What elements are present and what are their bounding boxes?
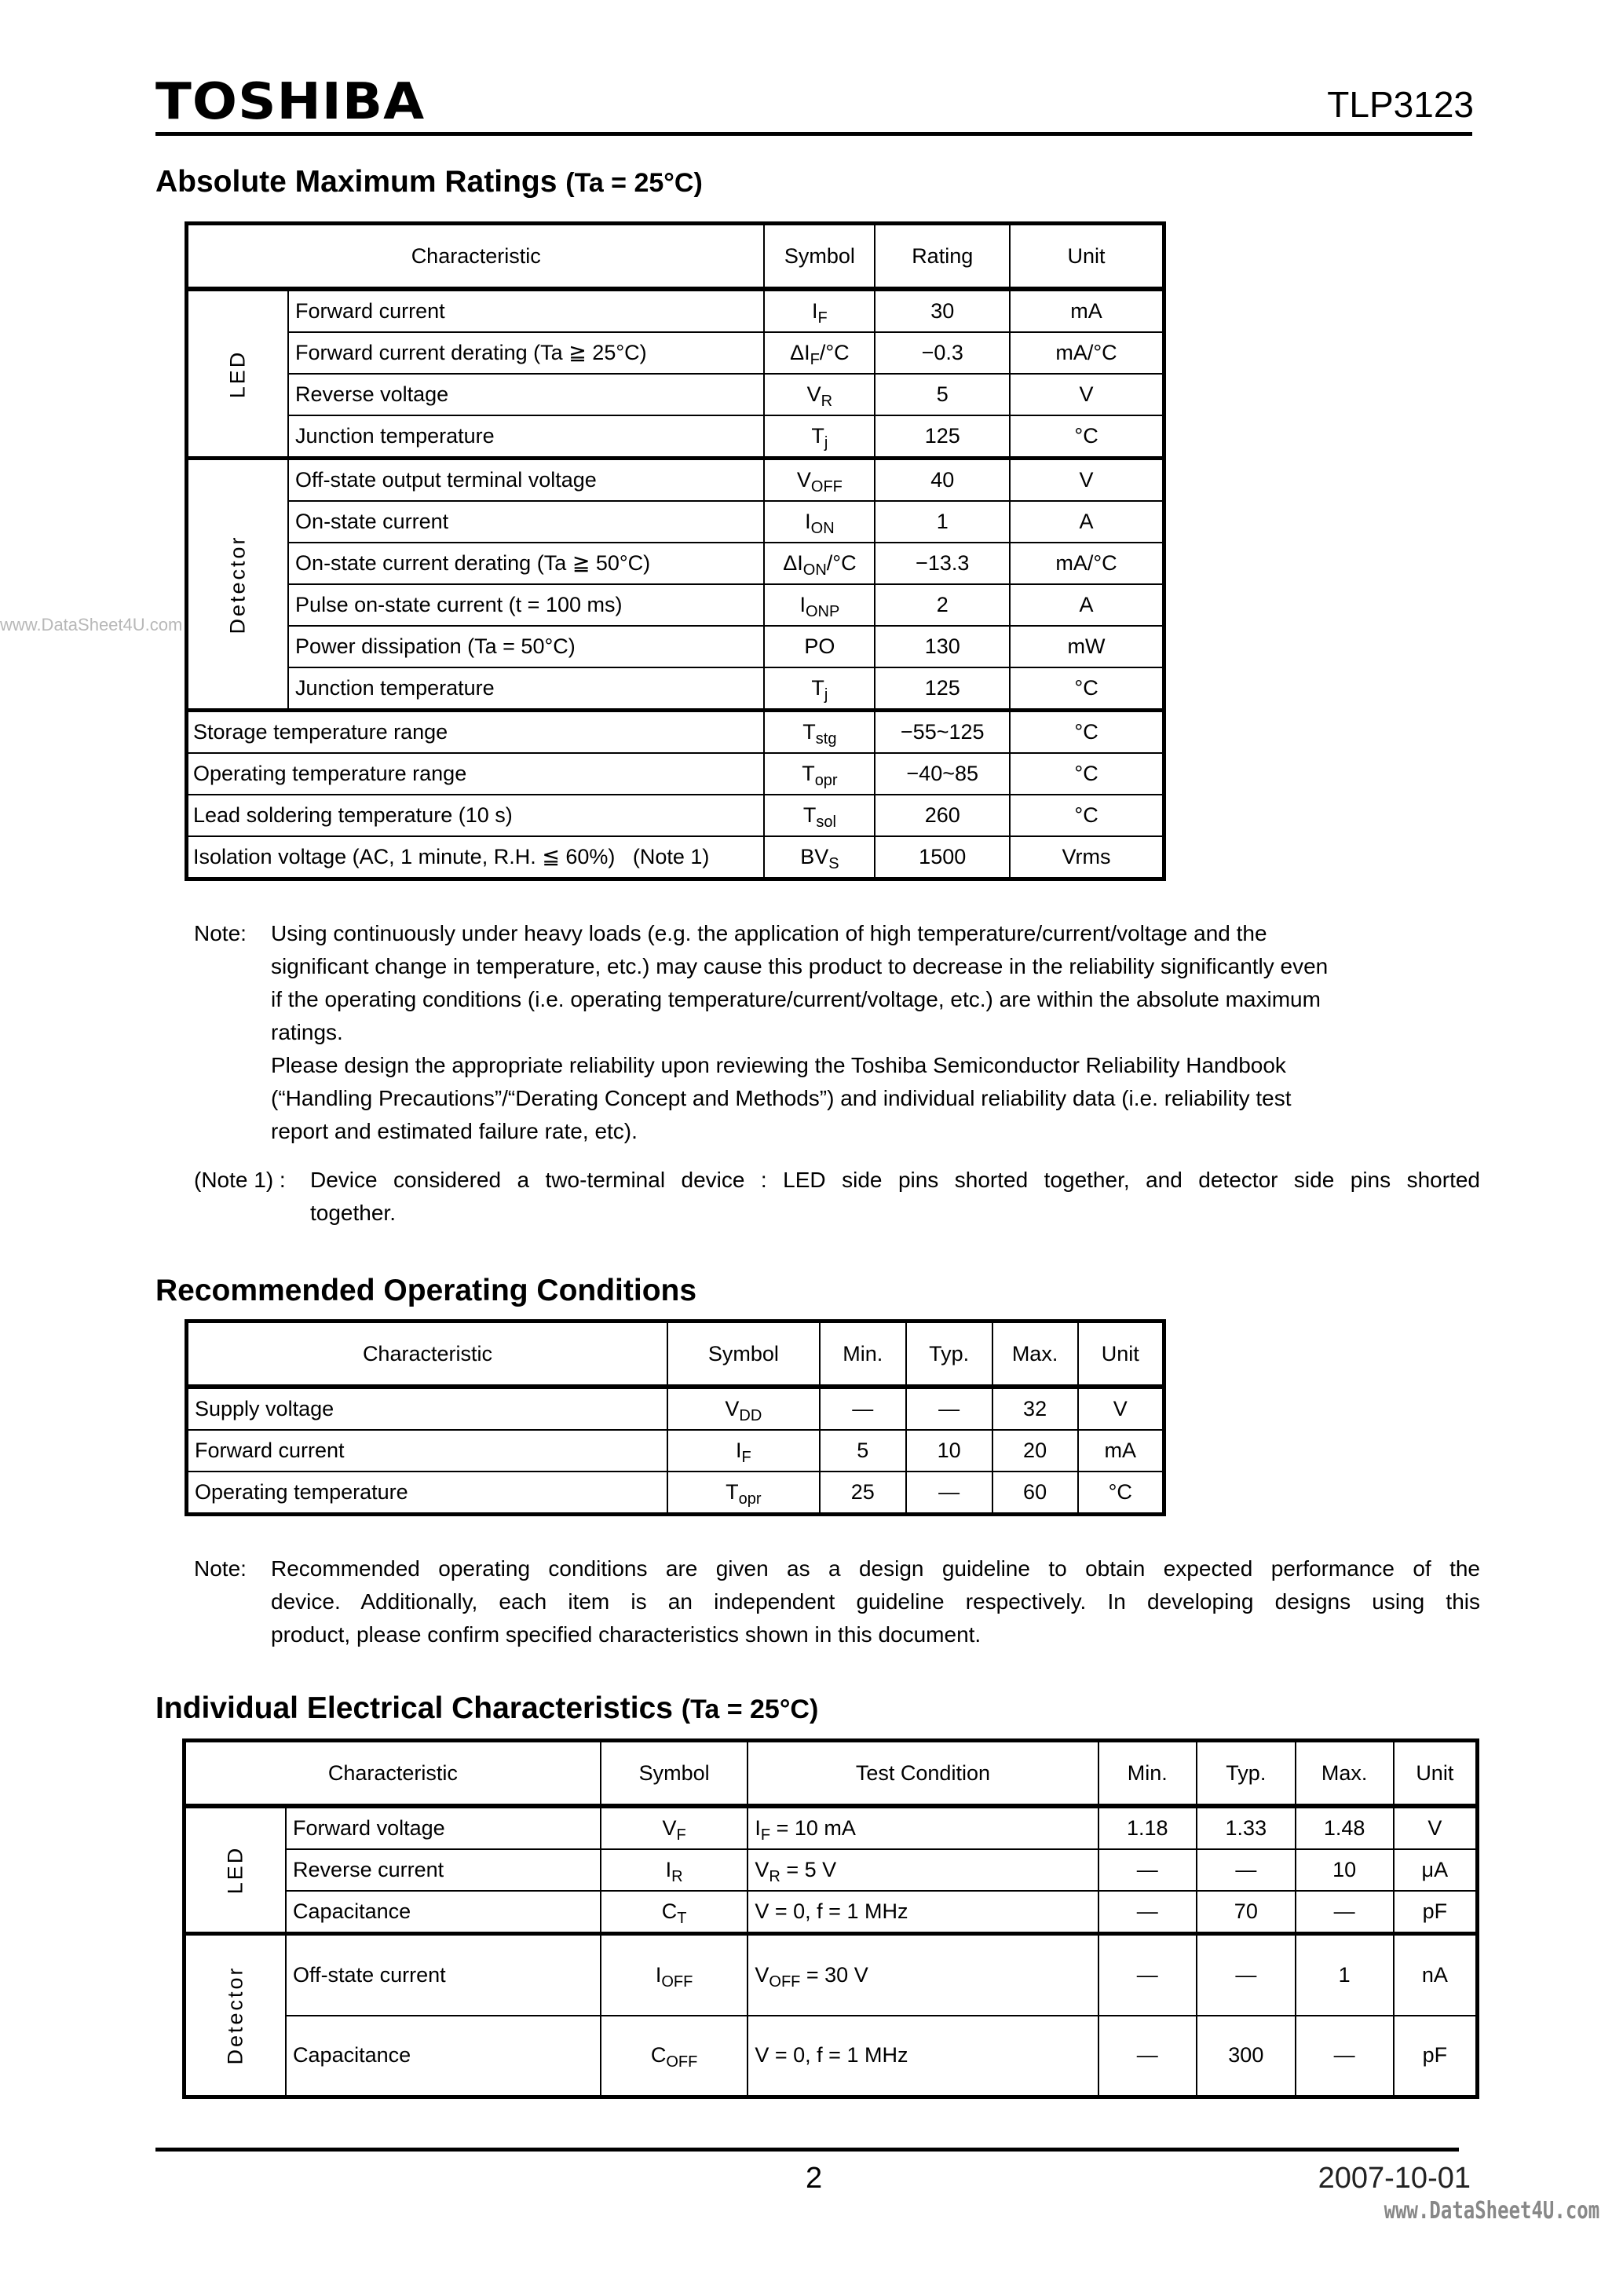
- table-row: [187, 584, 1164, 626]
- symbol-cell: [764, 584, 875, 626]
- symbol-suffix: /°C: [826, 551, 857, 575]
- symbol-base: C: [650, 2043, 667, 2067]
- col-header: Typ.: [1197, 1741, 1296, 1807]
- symbol-cell: [764, 543, 875, 584]
- condition-value: = 5 V: [780, 1858, 837, 1881]
- symbol-subscript: F: [817, 309, 828, 327]
- characteristic-cell: Operating temperature: [187, 1472, 667, 1515]
- note-text: [271, 1552, 1480, 1651]
- typ-cell: 10: [906, 1430, 992, 1472]
- col-header: Test Condition: [748, 1741, 1098, 1807]
- max-cell: 10: [1296, 1849, 1394, 1891]
- table-row: [187, 711, 1164, 754]
- section-title-absolute-max: [155, 166, 703, 197]
- characteristic-cell: Capacitance: [286, 2016, 601, 2097]
- typ-cell: —: [906, 1387, 992, 1430]
- unit-cell: V: [1010, 374, 1164, 415]
- rating-cell: −55~125: [875, 711, 1010, 754]
- test-condition-cell: [748, 2016, 1098, 2097]
- rating-cell: 5: [875, 374, 1010, 415]
- part-number: TLP3123: [1327, 84, 1474, 125]
- symbol-cell: [764, 711, 875, 754]
- unit-cell: mA: [1078, 1430, 1164, 1472]
- characteristic-cell: Forward current: [187, 1430, 667, 1472]
- table-row: [187, 501, 1164, 543]
- condition-value: = 10 mA: [770, 1816, 856, 1840]
- table-row: [187, 836, 1164, 879]
- condition-base: I: [755, 1816, 761, 1840]
- min-cell: —: [1098, 1849, 1197, 1891]
- col-header: Unit: [1010, 224, 1164, 290]
- characteristic-cell: Power dissipation (Ta = 50°C): [288, 626, 764, 667]
- unit-cell: nA: [1394, 1934, 1478, 2016]
- min-cell: —: [1098, 1934, 1197, 2016]
- unit-cell: mA/°C: [1010, 543, 1164, 584]
- col-header: Unit: [1078, 1322, 1164, 1387]
- col-header: Min.: [1098, 1741, 1197, 1807]
- symbol-base: V: [725, 1397, 740, 1420]
- typ-cell: 1.33: [1197, 1806, 1296, 1849]
- characteristic-cell: Forward current derating (Ta ≧ 25°C): [288, 332, 764, 374]
- unit-cell: mA/°C: [1010, 332, 1164, 374]
- rating-cell: 40: [875, 459, 1010, 502]
- note-text: [271, 917, 1480, 1148]
- condition-subscript: F: [760, 1826, 771, 1844]
- symbol-subscript: F: [676, 1826, 686, 1844]
- rating-cell: 2: [875, 584, 1010, 626]
- characteristic-cell: Supply voltage: [187, 1387, 667, 1430]
- table-header-row: [185, 1741, 1478, 1807]
- characteristic-cell: Forward voltage: [286, 1806, 601, 1849]
- typ-cell: —: [1197, 1849, 1296, 1891]
- table-row: [187, 667, 1164, 711]
- rec-op-note: [194, 1552, 1482, 1654]
- symbol-base: T: [811, 676, 824, 700]
- note1-label: (Note 1) :: [194, 1168, 286, 1192]
- col-header: Min.: [820, 1322, 906, 1387]
- characteristic-cell: Forward current: [288, 289, 764, 332]
- section-title-recommended: Recommended Operating Conditions: [155, 1274, 697, 1307]
- characteristic-cell: Junction temperature: [288, 667, 764, 711]
- note-label: Note:: [194, 921, 247, 945]
- min-cell: —: [1098, 2016, 1197, 2097]
- unit-cell: °C: [1010, 667, 1164, 711]
- group-label-cell: [185, 1934, 287, 2097]
- note-line: product, please confirm specified characteristics shown in this document.: [271, 1622, 981, 1647]
- symbol-base: V: [806, 382, 821, 406]
- symbol-subscript: j: [824, 686, 828, 704]
- col-header: Symbol: [764, 224, 875, 290]
- symbol-cell: [667, 1430, 820, 1472]
- symbol-base: I: [812, 299, 818, 323]
- table-row: [185, 1934, 1478, 2016]
- symbol-subscript: sol: [816, 813, 836, 831]
- min-cell: 5: [820, 1430, 906, 1472]
- symbol-cell: [764, 332, 875, 374]
- condition-subscript: OFF: [769, 1972, 801, 1991]
- watermark-left: www.DataSheet4U.com: [0, 615, 183, 634]
- col-header: Symbol: [601, 1741, 748, 1807]
- footer-rule: [155, 2148, 1459, 2152]
- symbol-subscript: DD: [739, 1407, 762, 1424]
- symbol-cell: [601, 1934, 748, 2016]
- note-line: report and estimated failure rate, etc).: [271, 1119, 638, 1143]
- recommended-conditions-table: [185, 1319, 1166, 1516]
- absolute-max-table: [185, 221, 1166, 881]
- electrical-characteristics-table: [182, 1738, 1479, 2099]
- condition-subscript: R: [769, 1868, 780, 1885]
- min-cell: 1.18: [1098, 1806, 1197, 1849]
- symbol-base: T: [811, 424, 824, 448]
- note-line: together.: [310, 1201, 396, 1225]
- symbol-subscript: OFF: [810, 478, 843, 495]
- characteristic-cell: Storage temperature range: [187, 711, 765, 754]
- abs-max-note: [194, 917, 1482, 1164]
- symbol-subscript: j: [824, 434, 828, 452]
- symbol-cell: [667, 1387, 820, 1430]
- test-condition-cell: [748, 1806, 1098, 1849]
- condition-base: V = 0, f = 1 MHz: [755, 2043, 908, 2067]
- symbol-base: I: [735, 1439, 742, 1462]
- condition-value: = 30 V: [800, 1962, 868, 1987]
- table-row: [187, 1472, 1164, 1515]
- group-label: LED: [223, 1845, 247, 1895]
- table-header-row: [187, 1322, 1164, 1387]
- note1-text: [310, 1164, 1480, 1230]
- rating-cell: 125: [875, 415, 1010, 459]
- symbol-cell: [764, 836, 875, 879]
- unit-cell: V: [1010, 459, 1164, 502]
- characteristic-cell: Lead soldering temperature (10 s): [187, 795, 765, 836]
- table-header-row: [187, 224, 1164, 290]
- table-row: [185, 1849, 1478, 1891]
- symbol-subscript: stg: [815, 730, 837, 748]
- note1: [194, 1164, 1482, 1234]
- symbol-cell: [601, 2016, 748, 2097]
- min-cell: —: [820, 1387, 906, 1430]
- group-label: Detector: [223, 1965, 247, 2065]
- note-line: significant change in temperature, etc.) may cause this product to decrease in the reliability significantly even: [271, 954, 1329, 978]
- symbol-base: T: [802, 720, 816, 744]
- unit-cell: mW: [1010, 626, 1164, 667]
- note-line: Recommended operating conditions are given as a design guideline to obtain expected performance of the: [271, 1556, 1480, 1581]
- table-row: [187, 374, 1164, 415]
- group-label-cell: [185, 1806, 287, 1934]
- note-label: Note:: [194, 1556, 247, 1581]
- group-label-cell: [187, 459, 289, 711]
- unit-cell: A: [1010, 584, 1164, 626]
- table-row: [187, 332, 1164, 374]
- symbol-cell: [764, 501, 875, 543]
- col-header: Max.: [1296, 1741, 1394, 1807]
- characteristic-cell: Reverse voltage: [288, 374, 764, 415]
- table-row: [187, 543, 1164, 584]
- section-title-text: Absolute Maximum Ratings: [155, 165, 557, 199]
- typ-cell: 300: [1197, 2016, 1296, 2097]
- max-cell: 1.48: [1296, 1806, 1394, 1849]
- section-title-electrical: [155, 1693, 818, 1724]
- symbol-cell: [764, 795, 875, 836]
- symbol-subscript: R: [671, 1868, 683, 1885]
- table-row: [187, 1387, 1164, 1430]
- note-line: device. Additionally, each item is an independent guideline respectively. In developing designs using this: [271, 1589, 1480, 1614]
- symbol-base: T: [726, 1480, 739, 1504]
- symbol-cell: [764, 626, 875, 667]
- max-cell: —: [1296, 2016, 1394, 2097]
- typ-cell: —: [1197, 1934, 1296, 2016]
- symbol-subscript: opr: [738, 1490, 762, 1508]
- group-label-cell: [187, 289, 289, 459]
- symbol-cell: [601, 1806, 748, 1849]
- test-condition-cell: [748, 1934, 1098, 2016]
- col-header: Max.: [992, 1322, 1078, 1387]
- col-header: Characteristic: [187, 224, 765, 290]
- unit-cell: mA: [1010, 289, 1164, 332]
- min-cell: 25: [820, 1472, 906, 1515]
- max-cell: 32: [992, 1387, 1078, 1430]
- symbol-base: V: [796, 468, 811, 492]
- rating-cell: −40~85: [875, 753, 1010, 795]
- characteristic-cell: Off-state current: [286, 1934, 601, 2016]
- unit-cell: °C: [1010, 415, 1164, 459]
- unit-cell: °C: [1010, 795, 1164, 836]
- unit-cell: °C: [1010, 711, 1164, 754]
- rating-cell: −0.3: [875, 332, 1010, 374]
- rating-cell: 125: [875, 667, 1010, 711]
- symbol-base: I: [655, 1962, 662, 1987]
- symbol-subscript: OFF: [661, 1972, 693, 1991]
- condition-base: V: [755, 1858, 769, 1881]
- table-row: [187, 1430, 1164, 1472]
- symbol-subscript: ON: [802, 561, 827, 579]
- col-header: Characteristic: [187, 1322, 667, 1387]
- col-header: Symbol: [667, 1322, 820, 1387]
- symbol-base: T: [802, 762, 815, 785]
- characteristic-cell: On-state current: [288, 501, 764, 543]
- symbol-cell: [667, 1472, 820, 1515]
- characteristic-cell: Pulse on-state current (t = 100 ms): [288, 584, 764, 626]
- max-cell: 60: [992, 1472, 1078, 1515]
- characteristic-cell: Capacitance: [286, 1891, 601, 1934]
- symbol-subscript: R: [821, 393, 833, 410]
- characteristic-cell: Reverse current: [286, 1849, 601, 1891]
- symbol-cell: [764, 667, 875, 711]
- section-title-condition: (Ta = 25°C): [681, 1695, 819, 1724]
- typ-cell: 70: [1197, 1891, 1296, 1934]
- characteristic-cell: Isolation voltage (AC, 1 minute, R.H. ≦ 60%) (Note 1): [187, 836, 765, 879]
- table-row: [185, 1806, 1478, 1849]
- table-row: [187, 753, 1164, 795]
- symbol-cell: [601, 1849, 748, 1891]
- section-title-text: Individual Electrical Characteristics: [155, 1691, 673, 1725]
- section-title-condition: (Ta = 25°C): [565, 168, 703, 198]
- symbol-subscript: F: [741, 1449, 751, 1466]
- symbol-subscript: opr: [814, 772, 838, 789]
- col-header: Rating: [875, 224, 1010, 290]
- symbol-base: ΔI: [783, 551, 803, 575]
- rating-cell: 1500: [875, 836, 1010, 879]
- symbol-base: C: [661, 1899, 678, 1923]
- table-row: [187, 795, 1164, 836]
- unit-cell: V: [1078, 1387, 1164, 1430]
- symbol-base: T: [802, 803, 817, 827]
- symbol-subscript: T: [677, 1910, 687, 1927]
- symbol-base: I: [665, 1858, 672, 1881]
- max-cell: 20: [992, 1430, 1078, 1472]
- group-label: Detector: [225, 534, 250, 634]
- unit-cell: μA: [1394, 1849, 1478, 1891]
- rating-cell: 260: [875, 795, 1010, 836]
- rating-cell: −13.3: [875, 543, 1010, 584]
- note-line: Using continuously under heavy loads (e.g. the application of high temperature/current/voltage and the: [271, 921, 1267, 945]
- symbol-cell: [764, 289, 875, 332]
- symbol-subscript: S: [828, 855, 839, 872]
- unit-cell: pF: [1394, 1891, 1478, 1934]
- unit-cell: Vrms: [1010, 836, 1164, 879]
- characteristic-cell: On-state current derating (Ta ≧ 50°C): [288, 543, 764, 584]
- table-row: [187, 459, 1164, 502]
- symbol-cell: [764, 415, 875, 459]
- rating-cell: 1: [875, 501, 1010, 543]
- symbol-suffix: /°C: [819, 341, 850, 364]
- note-line: (“Handling Precautions”/“Derating Concept and Methods”) and individual reliability data (i.e. reliability test: [271, 1086, 1292, 1110]
- table-row: [187, 289, 1164, 332]
- unit-cell: °C: [1010, 753, 1164, 795]
- symbol-subscript: OFF: [666, 2053, 698, 2071]
- symbol-subscript: ON: [810, 520, 835, 537]
- symbol-base: ΔI: [790, 341, 810, 364]
- characteristic-cell: Operating temperature range: [187, 753, 765, 795]
- symbol-cell: [601, 1891, 748, 1934]
- col-header: Unit: [1394, 1741, 1478, 1807]
- min-cell: —: [1098, 1891, 1197, 1934]
- document-date: 2007-10-01: [1318, 2162, 1471, 2195]
- unit-cell: pF: [1394, 2016, 1478, 2097]
- table-row: [185, 1891, 1478, 1934]
- note-line: ratings.: [271, 1020, 343, 1044]
- page-number: 2: [806, 2162, 823, 2195]
- rating-cell: 30: [875, 289, 1010, 332]
- table-row: [187, 626, 1164, 667]
- note-line: if the operating conditions (i.e. operating temperature/current/voltage, etc.) are within the absolute maximum: [271, 987, 1321, 1011]
- unit-cell: °C: [1078, 1472, 1164, 1515]
- symbol-cell: [764, 753, 875, 795]
- max-cell: 1: [1296, 1934, 1394, 2016]
- note-line: Device considered a two-terminal device : LED side pins shorted together, and detector side pins shorted: [310, 1168, 1480, 1192]
- symbol-cell: [764, 374, 875, 415]
- note-line: Please design the appropriate reliability upon reviewing the Toshiba Semiconductor Reliability Handbook: [271, 1053, 1286, 1077]
- test-condition-cell: [748, 1849, 1098, 1891]
- col-header: Typ.: [906, 1322, 992, 1387]
- group-label: LED: [225, 349, 250, 398]
- condition-base: V = 0, f = 1 MHz: [755, 1899, 908, 1923]
- rating-cell: 130: [875, 626, 1010, 667]
- symbol-subscript: F: [810, 351, 820, 368]
- symbol-subscript: ONP: [805, 603, 840, 620]
- characteristic-cell: Off-state output terminal voltage: [288, 459, 764, 502]
- symbol-base: I: [805, 510, 811, 533]
- characteristic-cell: Junction temperature: [288, 415, 764, 459]
- table-row: [185, 2016, 1478, 2097]
- table-row: [187, 415, 1164, 459]
- symbol-base: V: [662, 1816, 677, 1840]
- watermark-bottom-right: www.DataSheet4U.com: [1384, 2197, 1599, 2225]
- typ-cell: —: [906, 1472, 992, 1515]
- unit-cell: V: [1394, 1806, 1478, 1849]
- col-header: Characteristic: [185, 1741, 601, 1807]
- test-condition-cell: [748, 1891, 1098, 1934]
- symbol-base: PO: [804, 634, 835, 658]
- condition-base: V: [755, 1962, 769, 1987]
- symbol-base: I: [799, 593, 806, 616]
- symbol-cell: [764, 459, 875, 502]
- brand-logo: TOSHIBA: [155, 73, 426, 131]
- header-rule: [155, 132, 1472, 136]
- unit-cell: A: [1010, 501, 1164, 543]
- max-cell: —: [1296, 1891, 1394, 1934]
- symbol-base: BV: [800, 845, 829, 868]
